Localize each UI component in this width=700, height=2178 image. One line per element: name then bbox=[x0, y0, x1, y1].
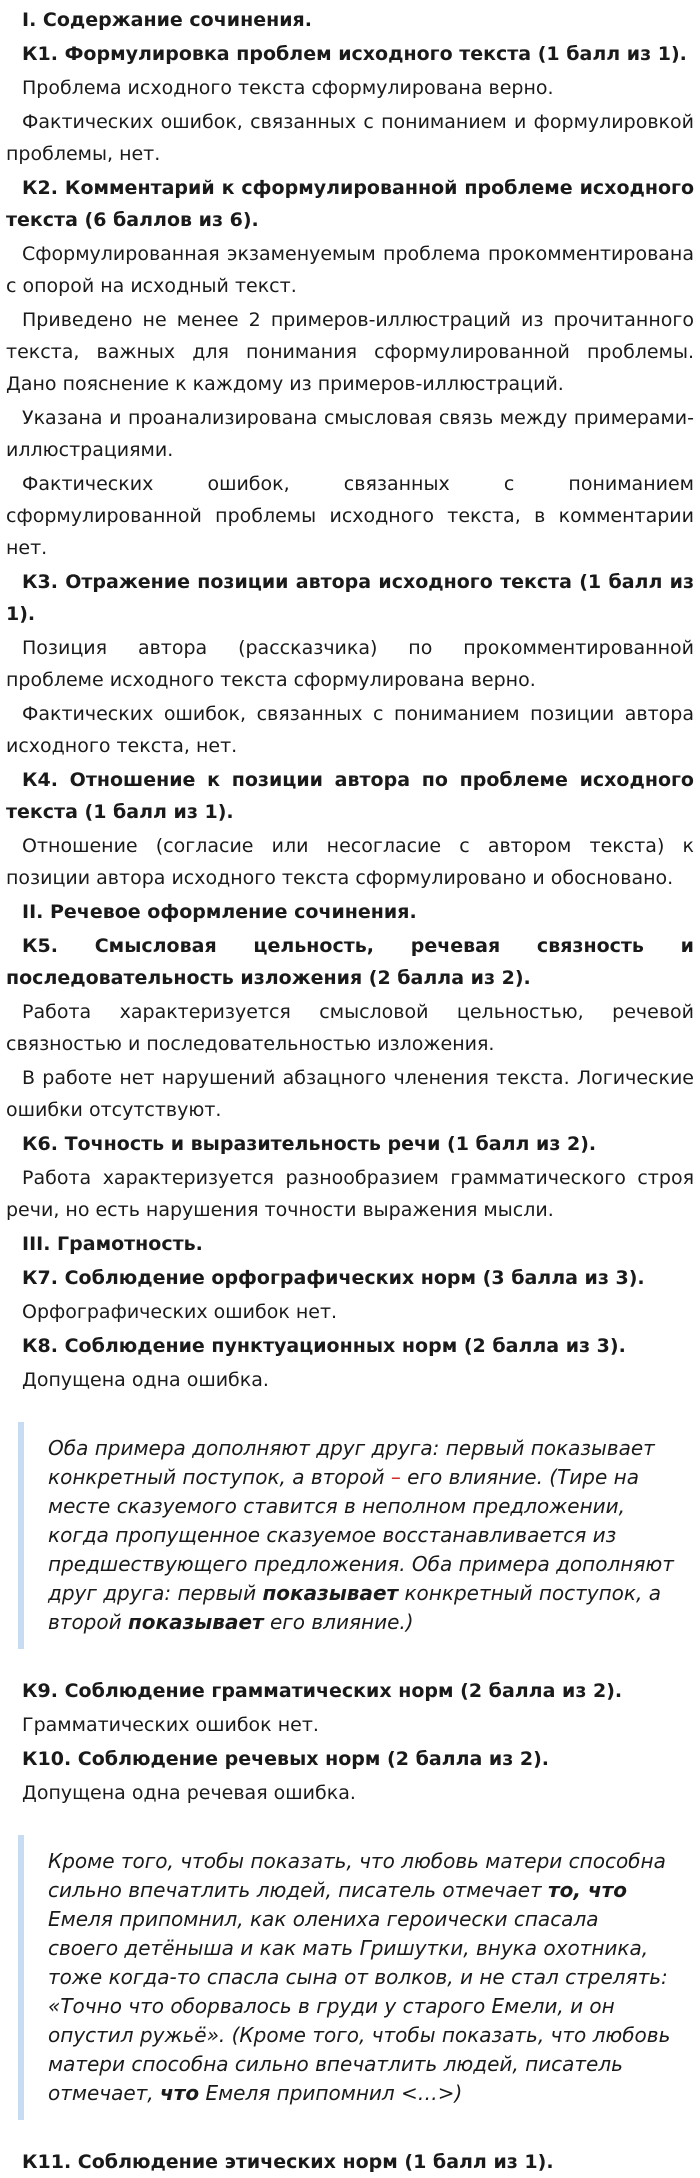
criterion-k2-heading: К2. Комментарий к сформулированной проблеме исходного текста (6 баллов из 6). bbox=[6, 177, 694, 231]
quote-text: конкретный поступок, а второй bbox=[48, 1581, 661, 1634]
quote-emphasis: показывает bbox=[262, 1581, 399, 1605]
criterion-k3-text: Фактических ошибок, связанных с пониманием позиции автора исходного текста, нет. bbox=[6, 703, 694, 757]
criterion-k10-text: Допущена одна речевая ошибка. bbox=[22, 1782, 356, 1804]
criterion-k5-text: В работе нет нарушений абзацного членения текста. Логические ошибки отсутствуют. bbox=[6, 1067, 694, 1121]
quote-text: Оба примера дополняют друг друга: первый показывает конкретный поступок, а второй bbox=[48, 1436, 655, 1489]
criterion-k11-heading: К11. Соблюдение этических норм (1 балл из 1). bbox=[22, 2151, 554, 2173]
criterion-k10-heading: К10. Соблюдение речевых норм (2 балла из 2). bbox=[22, 1748, 550, 1770]
criterion-k9-text: Грамматических ошибок нет. bbox=[22, 1714, 319, 1736]
criterion-k6-heading: К6. Точность и выразительность речи (1 балл из 2). bbox=[22, 1133, 597, 1155]
criterion-k4-heading: К4. Отношение к позиции автора по проблеме исходного текста (1 балл из 1). bbox=[6, 769, 694, 823]
quote-text: его влияние. (Тире на месте сказуемого ставится в неполном предложении, когда пропущенное сказуемое восстанавливается из предшествующего предложения. Оба примера дополняют друг друга: первый bbox=[48, 1465, 674, 1605]
criterion-k1-text: Фактических ошибок, связанных с пониманием и формулировкой проблемы, нет. bbox=[6, 111, 694, 165]
criterion-k7-text: Орфографических ошибок нет. bbox=[22, 1301, 338, 1323]
criterion-k2-text: Указана и проанализирована смысловая связь между примерами-иллюстрациями. bbox=[6, 407, 694, 461]
criterion-k5-text: Работа характеризуется смысловой цельностью, речевой связностью и последовательностью изложения. bbox=[6, 1001, 694, 1055]
section-title-speech: II. Речевое оформление сочинения. bbox=[22, 901, 417, 923]
quote-emphasis: показывает bbox=[127, 1610, 264, 1634]
quote-text: Кроме того, чтобы показать, что любовь матери способна сильно впечатлить людей, писатель отмечает bbox=[48, 1849, 666, 1902]
criterion-k2-text: Фактических ошибок, связанных с пониманием сформулированной проблемы исходного текста, в комментарии нет. bbox=[6, 473, 694, 559]
section-title-literacy: III. Грамотность. bbox=[22, 1233, 203, 1255]
quote-emphasis: что bbox=[160, 2081, 200, 2105]
criterion-k2-text: Приведено не менее 2 примеров-иллюстраций из прочитанного текста, важных для понимания сформулированной проблемы. Дано пояснение к каждому из примеров-иллюстраций. bbox=[6, 309, 694, 395]
quote-text: Емеля припомнил, как олениха героически спасала своего детёныша и как мать Гришутки, внука охотника, тоже когда-то спасла сына от волков, и не стал стрелять: «Точно что оборвалось в груди у старого Емели, и он опустил ружьё». (Кроме того, чтобы показать, что любовь матери способна сильно впечатлить людей, писатель отмечает, bbox=[48, 1907, 671, 2105]
criterion-k1-text: Проблема исходного текста сформулирована верно. bbox=[22, 77, 554, 99]
criterion-k4-text: Отношение (согласие или несогласие с автором текста) к позиции автора исходного текста сформулировано и обосновано. bbox=[6, 835, 694, 889]
punctuation-error-quote bbox=[18, 1422, 694, 1649]
criterion-k2-text: Сформулированная экзаменуемым проблема прокомментирована с опорой на исходный текст. bbox=[6, 243, 694, 297]
criterion-k7-heading: К7. Соблюдение орфографических норм (3 балла из 3). bbox=[22, 1267, 645, 1289]
criterion-k8-heading: К8. Соблюдение пунктуационных норм (2 балла из 3). bbox=[22, 1335, 626, 1357]
criterion-k3-heading: К3. Отражение позиции автора исходного текста (1 балл из 1). bbox=[6, 571, 694, 625]
criterion-k3-text: Позиция автора (рассказчика) по прокомментированной проблеме исходного текста сформулирована верно. bbox=[6, 637, 694, 691]
highlighted-dash: – bbox=[390, 1465, 401, 1489]
criterion-k6-text: Работа характеризуется разнообразием грамматического строя речи, но есть нарушения точности выражения мысли. bbox=[6, 1167, 694, 1221]
quote-emphasis: то, что bbox=[548, 1878, 628, 1902]
section-title-content: I. Содержание сочинения. bbox=[22, 9, 312, 31]
criterion-k8-text: Допущена одна ошибка. bbox=[22, 1369, 269, 1391]
speech-error-quote bbox=[18, 1835, 694, 2120]
criterion-k9-heading: К9. Соблюдение грамматических норм (2 балла из 2). bbox=[22, 1680, 623, 1702]
quote-text: его влияние.) bbox=[263, 1610, 414, 1634]
quote-text: Емеля припомнил <…>) bbox=[199, 2081, 463, 2105]
criterion-k1-heading: К1. Формулировка проблем исходного текста (1 балл из 1). bbox=[22, 43, 687, 65]
criterion-k5-heading: К5. Смысловая цельность, речевая связность и последовательность изложения (2 балла из 2). bbox=[6, 935, 694, 989]
